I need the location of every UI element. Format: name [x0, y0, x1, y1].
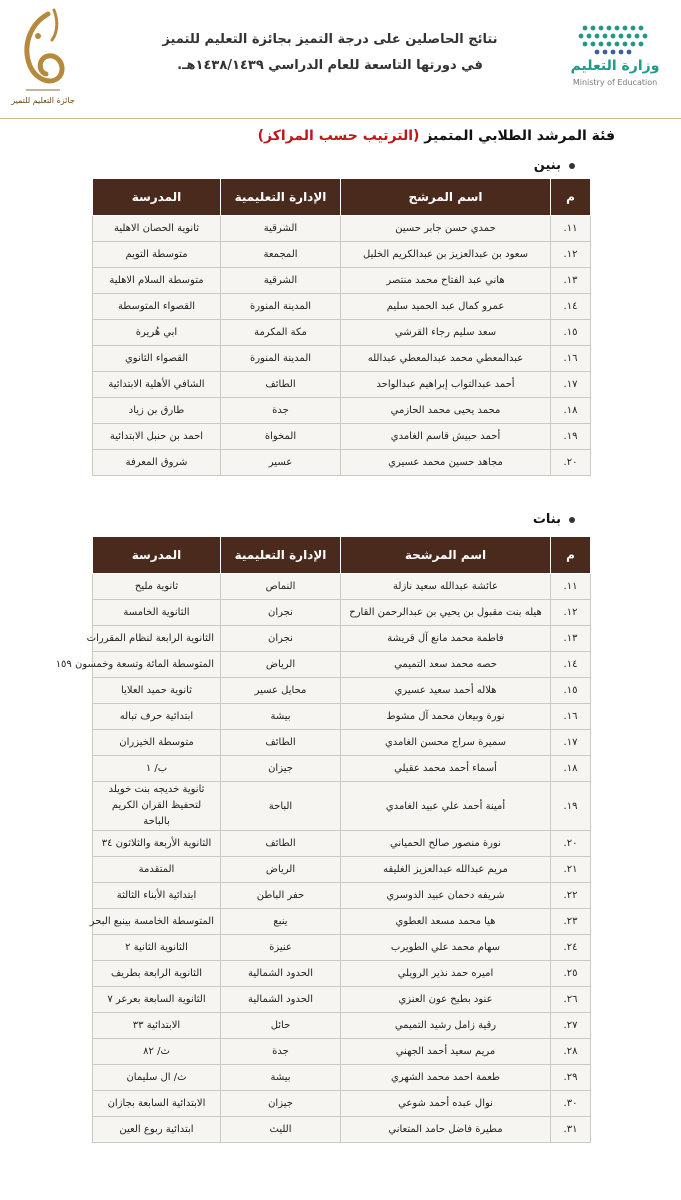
col-header-admin: الإدارة التعليمية [221, 537, 341, 574]
row-num: ١٩. [551, 424, 591, 450]
row-num: ١١. [551, 574, 591, 600]
row-num: ١٦. [551, 346, 591, 372]
row-school: ابتدائية حرف تباله [93, 704, 221, 730]
table-row [93, 574, 591, 600]
row-admin: حائل [221, 1013, 341, 1039]
table-row [93, 1065, 591, 1091]
row-num: ٢٤. [551, 935, 591, 961]
row-num: ٢٠. [551, 450, 591, 476]
table-row [93, 268, 591, 294]
row-num: ١٥. [551, 678, 591, 704]
table-row [93, 346, 591, 372]
award-logo-icon [8, 6, 78, 110]
row-name: مجاهد حسين محمد عسيري [341, 450, 551, 476]
table-row [93, 398, 591, 424]
row-num: ١٤. [551, 294, 591, 320]
row-name: مريم عبدالله عبدالعزيز الغليقه [341, 857, 551, 883]
row-admin: ينبع [221, 909, 341, 935]
row-admin: جيزان [221, 756, 341, 782]
girls-results-table [55, 536, 591, 1143]
row-school: متوسطة التويم [93, 242, 221, 268]
row-school: المتوسطة الخامسة بينبع البحر [93, 909, 221, 935]
row-admin: بيشة [221, 704, 341, 730]
table-row [93, 730, 591, 756]
col-header-num: م [551, 179, 591, 216]
row-school: الابتدائية ٣٣ [93, 1013, 221, 1039]
row-school: القصواء المتوسطة [93, 294, 221, 320]
row-admin: الحدود الشمالية [221, 961, 341, 987]
table-row [93, 857, 591, 883]
col-header-name: اسم المرشحة [341, 537, 551, 574]
table-row [93, 626, 591, 652]
row-school: المتوسطة المائة وتسعة وخمسون ١٥٩ [93, 652, 221, 678]
row-num: ١٦. [551, 704, 591, 730]
boys-label-text: بنين [533, 158, 561, 173]
row-num: ٢١. [551, 857, 591, 883]
row-name: أحمد عبدالتواب إبراهيم عبدالواحد [341, 372, 551, 398]
table-row [93, 450, 591, 476]
row-admin: حفر الباطن [221, 883, 341, 909]
row-admin: جيزان [221, 1091, 341, 1117]
table-header-row [93, 537, 591, 574]
row-school: ثانوية خديجه بنت خويلد لتحفيظ القران الكريم بالباحة [93, 782, 221, 831]
row-admin: عنيزة [221, 935, 341, 961]
row-name: مريم سعيد أحمد الجهني [341, 1039, 551, 1065]
row-name: سميرة سراج محسن الغامدي [341, 730, 551, 756]
row-school: الثانوية الرابعة بطريف [93, 961, 221, 987]
row-admin: نجران [221, 600, 341, 626]
row-num: ١٩. [551, 782, 591, 831]
table-row [93, 961, 591, 987]
row-admin: المدينة المنورة [221, 346, 341, 372]
row-num: ٢٢. [551, 883, 591, 909]
ministry-name-en: Ministry of Education [572, 78, 658, 87]
row-school: ثانوية مليح [93, 574, 221, 600]
row-admin: الطائف [221, 831, 341, 857]
row-admin: المخواة [221, 424, 341, 450]
row-school: الثانوية السابعة بعرعر ٧ [93, 987, 221, 1013]
row-school: الثانوية الأربعة والثلاثون ٣٤ [93, 831, 221, 857]
row-name: اميره حمد نذير الرويلي [341, 961, 551, 987]
table-row [93, 909, 591, 935]
row-name: عبدالمعطي محمد عبدالمعطي عبدالله [341, 346, 551, 372]
row-name: أمينة أحمد علي عبيد الغامدي [341, 782, 551, 831]
table-row [93, 831, 591, 857]
row-num: ٢٦. [551, 987, 591, 1013]
row-num: ١١. [551, 216, 591, 242]
row-name: مطيرة فاضل حامد المتعاني [341, 1117, 551, 1143]
row-num: ٢٧. [551, 1013, 591, 1039]
row-name: عائشة عبدالله سعيد نازلة [341, 574, 551, 600]
category-heading [200, 128, 615, 144]
row-school: ابتدائية الأبناء الثالثة [93, 883, 221, 909]
row-num: ٢٠. [551, 831, 591, 857]
row-name: حصه محمد سعد التميمي [341, 652, 551, 678]
row-num: ١٧. [551, 372, 591, 398]
row-name: هيله بنت مقبول بن يحيي بن عبدالرحمن القارح [341, 600, 551, 626]
table-row [93, 1117, 591, 1143]
row-name: هيا محمد مسعد العطوي [341, 909, 551, 935]
table-row [93, 1039, 591, 1065]
table-row [93, 935, 591, 961]
row-name: هاني عبد الفتاح محمد منتصر [341, 268, 551, 294]
bullet-icon [569, 163, 575, 169]
row-name: نورة منصور صالح الحمياني [341, 831, 551, 857]
table-row [93, 320, 591, 346]
row-school: متوسطة السلام الاهلية [93, 268, 221, 294]
row-school: ث/ ال سليمان [93, 1065, 221, 1091]
table-row [93, 756, 591, 782]
row-num: ٢٨. [551, 1039, 591, 1065]
girls-section-label [440, 512, 575, 527]
row-num: ١٣. [551, 268, 591, 294]
row-school: ب/ ١ [93, 756, 221, 782]
boys-results-table [92, 178, 591, 476]
table-row [93, 600, 591, 626]
table-row [93, 987, 591, 1013]
row-admin: الحدود الشمالية [221, 987, 341, 1013]
row-name: محمد يحيى محمد الحازمي [341, 398, 551, 424]
row-admin: الرياض [221, 652, 341, 678]
row-num: ١٢. [551, 600, 591, 626]
row-admin: جدة [221, 1039, 341, 1065]
col-header-school: المدرسة [93, 179, 221, 216]
row-name: أحمد حبيش قاسم الغامدي [341, 424, 551, 450]
row-name: هلاله أحمد سعيد عسيري [341, 678, 551, 704]
row-admin: الشرقية [221, 216, 341, 242]
category-heading-main: فئة المرشد الطلابي المتميز [424, 128, 615, 144]
col-header-school: المدرسة [93, 537, 221, 574]
row-admin: بيشة [221, 1065, 341, 1091]
table-row [93, 242, 591, 268]
row-school: ابي هُريرة [93, 320, 221, 346]
category-heading-highlight: (الترتيب حسب المراكز) [257, 128, 420, 144]
row-school: ابتدائية ربوع العين [93, 1117, 221, 1143]
row-admin: عسير [221, 450, 341, 476]
row-school: متوسطة الخيزران [93, 730, 221, 756]
row-admin: نجران [221, 626, 341, 652]
row-admin: الليث [221, 1117, 341, 1143]
row-name: أسماء أحمد محمد عقيلي [341, 756, 551, 782]
row-num: ١٤. [551, 652, 591, 678]
row-admin: الطائف [221, 372, 341, 398]
row-name: رقية زامل رشيد التميمي [341, 1013, 551, 1039]
bullet-icon [569, 517, 575, 523]
row-name: فاطمة محمد مانع آل قريشة [341, 626, 551, 652]
row-admin: الباحة [221, 782, 341, 831]
row-school: طارق بن زياد [93, 398, 221, 424]
row-name: عمرو كمال عبد الحميد سليم [341, 294, 551, 320]
row-school: ث/ ٨٢ [93, 1039, 221, 1065]
table-row [93, 1013, 591, 1039]
row-num: ٢٣. [551, 909, 591, 935]
ministry-name-ar: وزارة التعليم [570, 58, 660, 74]
row-name: سهام محمد علي الطويرب [341, 935, 551, 961]
row-name: طعمة احمد محمد الشهري [341, 1065, 551, 1091]
page-header [0, 0, 681, 119]
row-name: حمدي حسن جابر حسين [341, 216, 551, 242]
row-num: ٢٩. [551, 1065, 591, 1091]
row-num: ١٧. [551, 730, 591, 756]
row-num: ١٢. [551, 242, 591, 268]
row-admin: محايل عسير [221, 678, 341, 704]
row-admin: النماص [221, 574, 341, 600]
page-subtitle: في دورتها التاسعة للعام الدراسي ١٤٣٨/١٤٣٩هـ. [177, 58, 483, 73]
row-admin: الشرقية [221, 268, 341, 294]
table-row [93, 424, 591, 450]
page-title: نتائج الحاصلين على درجة التميز بجائزة التعليم للتميز [162, 32, 498, 47]
table-row [93, 216, 591, 242]
row-name: نورة وبيعان محمد آل مشوط [341, 704, 551, 730]
row-school: المتقدمة [93, 857, 221, 883]
table-row [93, 704, 591, 730]
table-row [93, 294, 591, 320]
row-num: ١٨. [551, 398, 591, 424]
row-school: القصواء الثانوي [93, 346, 221, 372]
girls-label-text: بنات [532, 512, 561, 527]
row-admin: المدينة المنورة [221, 294, 341, 320]
col-header-admin: الإدارة التعليمية [221, 179, 341, 216]
col-header-num: م [551, 537, 591, 574]
row-name: سعد سليم رجاء القرشي [341, 320, 551, 346]
row-admin: المجمعة [221, 242, 341, 268]
row-school: الثانوية الرابعة لنظام المقررات [93, 626, 221, 652]
row-admin: جدة [221, 398, 341, 424]
row-school: احمد بن حنبل الابتدائية [93, 424, 221, 450]
table-row [93, 678, 591, 704]
row-school: ثانوية حميد العلايا [93, 678, 221, 704]
table-row [93, 372, 591, 398]
row-school: الثانوية الخامسة [93, 600, 221, 626]
row-admin: الرياض [221, 857, 341, 883]
award-caption: جائزة التعليم للتميز [11, 96, 75, 105]
row-school: الشافي الأهلية الابتدائية [93, 372, 221, 398]
table-header-row [93, 179, 591, 216]
table-row [93, 1091, 591, 1117]
row-school: ثانوية الحصان الاهلية [93, 216, 221, 242]
row-num: ٢٥. [551, 961, 591, 987]
row-num: ٣١. [551, 1117, 591, 1143]
row-num: ١٥. [551, 320, 591, 346]
row-admin: مكة المكرمة [221, 320, 341, 346]
row-school: الثانوية الثانية ٢ [93, 935, 221, 961]
row-name: سعود بن عبدالعزيز بن عبدالكريم الخليل [341, 242, 551, 268]
row-name: عنود بطيح عون العنزي [341, 987, 551, 1013]
col-header-name: اسم المرشح [341, 179, 551, 216]
row-school: شروق المعرفة [93, 450, 221, 476]
row-name: شريفه دحمان عبيد الدوسري [341, 883, 551, 909]
row-num: ١٨. [551, 756, 591, 782]
row-name: نوال عبده أحمد شوعي [341, 1091, 551, 1117]
row-num: ٣٠. [551, 1091, 591, 1117]
row-school: الابتدائية السابعة بجازان [93, 1091, 221, 1117]
table-row [93, 883, 591, 909]
row-num: ١٣. [551, 626, 591, 652]
boys-section-label [440, 158, 575, 173]
table-row [93, 652, 591, 678]
table-row [93, 782, 591, 831]
row-admin: الطائف [221, 730, 341, 756]
